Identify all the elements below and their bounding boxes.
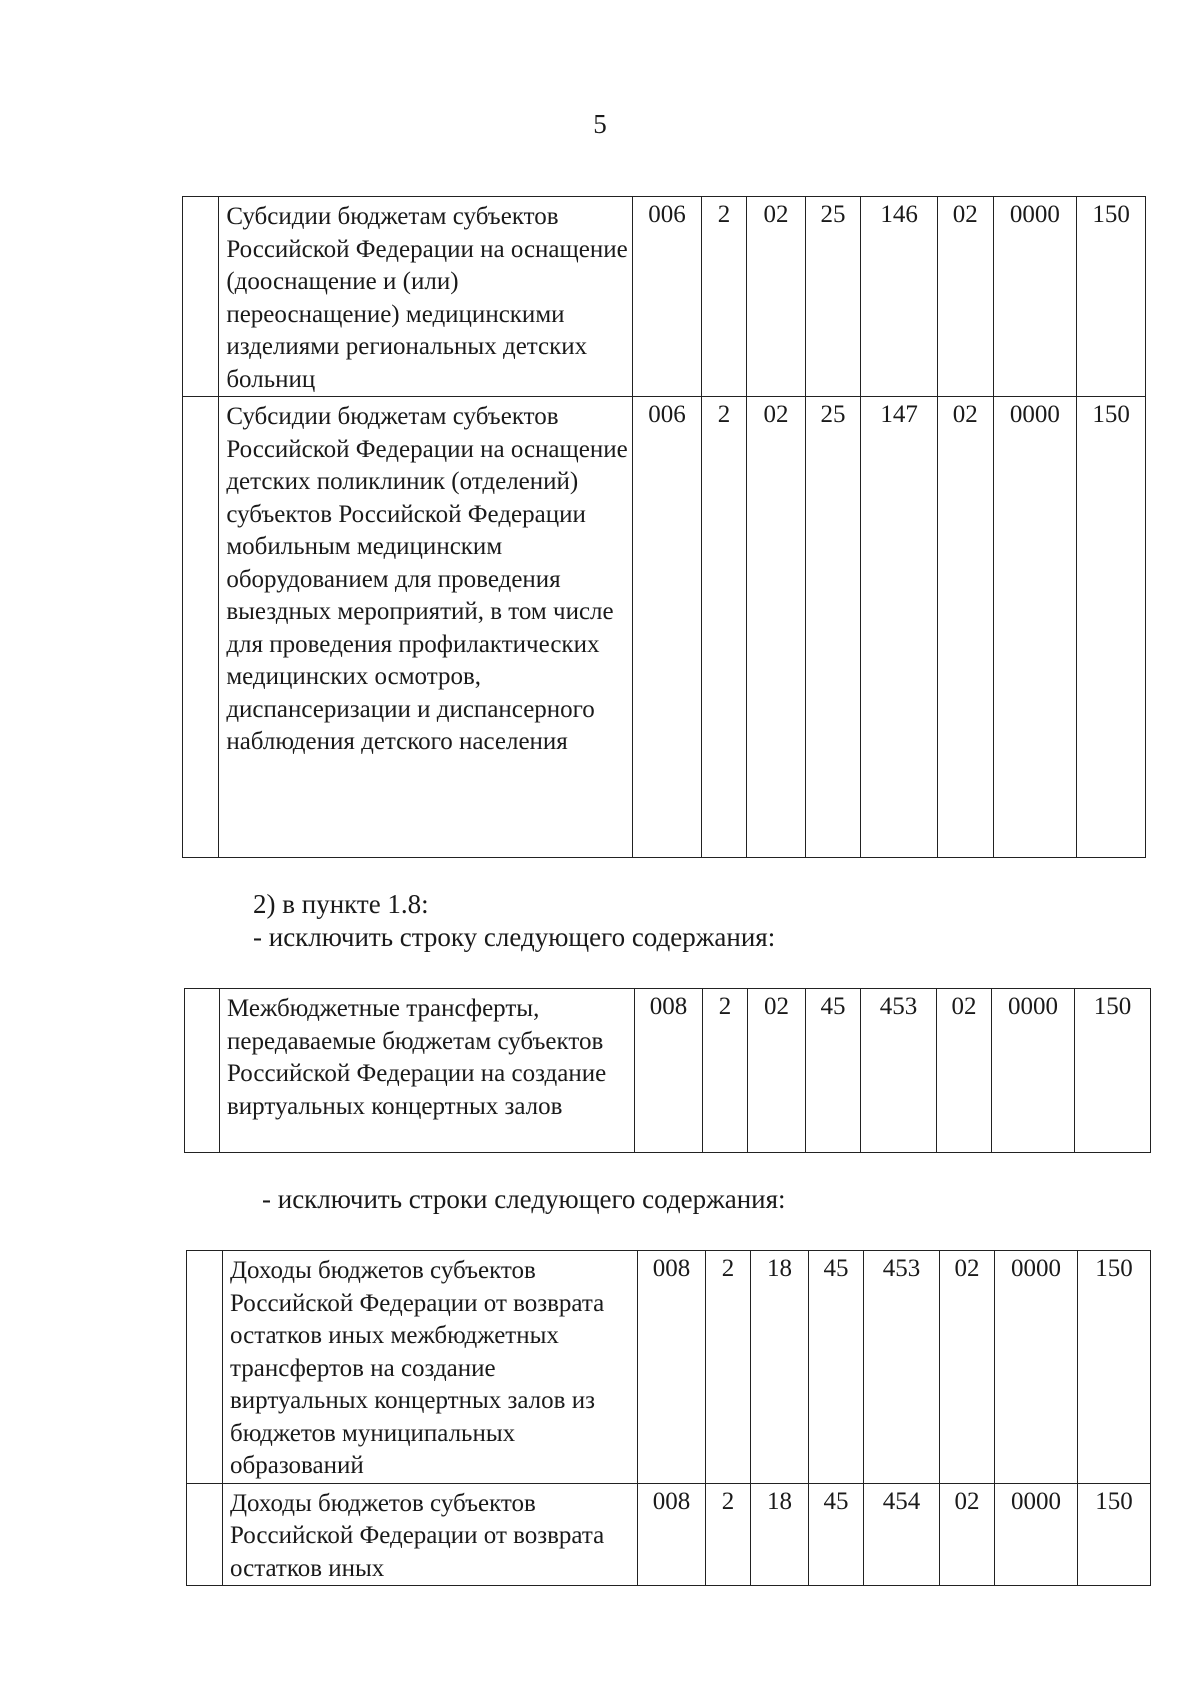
classification-code-cell: 150: [1077, 397, 1146, 858]
element-code-cell: 02: [940, 1483, 995, 1586]
program-code-cell: 0000: [993, 197, 1077, 397]
page-number: 5: [593, 109, 607, 139]
group-code-cell: 2: [701, 197, 746, 397]
row-number-cell: [187, 1483, 223, 1586]
description-cell: Субсидии бюджетам субъектов Российской Федерации на оснащение (дооснащение и (или) переоснащение) медицинскими изделиями региональных детских больниц: [219, 197, 633, 397]
article-code-cell: 45: [809, 1251, 864, 1484]
row-number-cell: [187, 1251, 223, 1484]
group-code-cell: 2: [703, 989, 748, 1153]
article-code-cell: 25: [805, 197, 861, 397]
budget-table-2: [184, 988, 1151, 1153]
program-code-cell: 0000: [995, 1251, 1078, 1484]
admin-code-cell: 006: [633, 197, 702, 397]
program-code-cell: 0000: [992, 989, 1075, 1153]
row-number-cell: [183, 397, 219, 858]
budget-table-1: [182, 196, 1146, 858]
classification-code-cell: 150: [1075, 989, 1151, 1153]
subgroup-code-cell: 18: [751, 1483, 809, 1586]
table-row: [185, 989, 1151, 1153]
budget-table-3: [186, 1250, 1151, 1586]
clause-heading: 2) в пункте 1.8:: [253, 889, 429, 919]
classification-code-cell: 150: [1078, 1251, 1151, 1484]
group-code-cell: 2: [701, 397, 746, 858]
exclude-rows-instruction: - исключить строки следующего содержания:: [262, 1184, 786, 1214]
subarticle-code-cell: 147: [861, 397, 938, 858]
subarticle-code-cell: 454: [864, 1483, 940, 1586]
group-code-cell: 2: [706, 1483, 751, 1586]
table-row: [187, 1483, 1151, 1586]
subgroup-code-cell: 02: [748, 989, 806, 1153]
subarticle-code-cell: 453: [861, 989, 937, 1153]
description-cell: Доходы бюджетов субъектов Российской Федерации от возврата остатков иных межбюджетных трансфертов на создание виртуальных концертных залов из бюджетов муниципальных образований: [223, 1251, 638, 1484]
group-code-cell: 2: [706, 1251, 751, 1484]
element-code-cell: 02: [937, 989, 992, 1153]
element-code-cell: 02: [938, 197, 994, 397]
program-code-cell: 0000: [995, 1483, 1078, 1586]
description-cell: Субсидии бюджетам субъектов Российской Федерации на оснащение детских поликлиник (отделений) субъектов Российской Федерации мобильным медицинским оборудованием для проведения выездных мероприятий, в том числе для проведения профилактических медицинских осмотров, диспансеризации и диспансерного наблюдения детского населения: [219, 397, 633, 858]
row-number-cell: [185, 989, 220, 1153]
admin-code-cell: 006: [633, 397, 702, 858]
description-cell: Доходы бюджетов субъектов Российской Федерации от возврата остатков иных: [223, 1483, 638, 1586]
admin-code-cell: 008: [638, 1251, 706, 1484]
table-row: [187, 1251, 1151, 1484]
classification-code-cell: 150: [1077, 197, 1146, 397]
article-code-cell: 45: [809, 1483, 864, 1586]
element-code-cell: 02: [938, 397, 994, 858]
table-row: [183, 397, 1146, 858]
classification-code-cell: 150: [1078, 1483, 1151, 1586]
description-cell: Межбюджетные трансферты, передаваемые бюджетам субъектов Российской Федерации на создание виртуальных концертных залов: [220, 989, 635, 1153]
element-code-cell: 02: [940, 1251, 995, 1484]
article-code-cell: 25: [805, 397, 861, 858]
article-code-cell: 45: [806, 989, 861, 1153]
subgroup-code-cell: 02: [747, 397, 806, 858]
subarticle-code-cell: 453: [864, 1251, 940, 1484]
table-row: [183, 197, 1146, 397]
subgroup-code-cell: 02: [747, 197, 806, 397]
admin-code-cell: 008: [638, 1483, 706, 1586]
row-number-cell: [183, 197, 219, 397]
program-code-cell: 0000: [993, 397, 1077, 858]
admin-code-cell: 008: [635, 989, 703, 1153]
subgroup-code-cell: 18: [751, 1251, 809, 1484]
subarticle-code-cell: 146: [861, 197, 938, 397]
exclude-row-instruction: - исключить строку следующего содержания:: [253, 922, 776, 952]
